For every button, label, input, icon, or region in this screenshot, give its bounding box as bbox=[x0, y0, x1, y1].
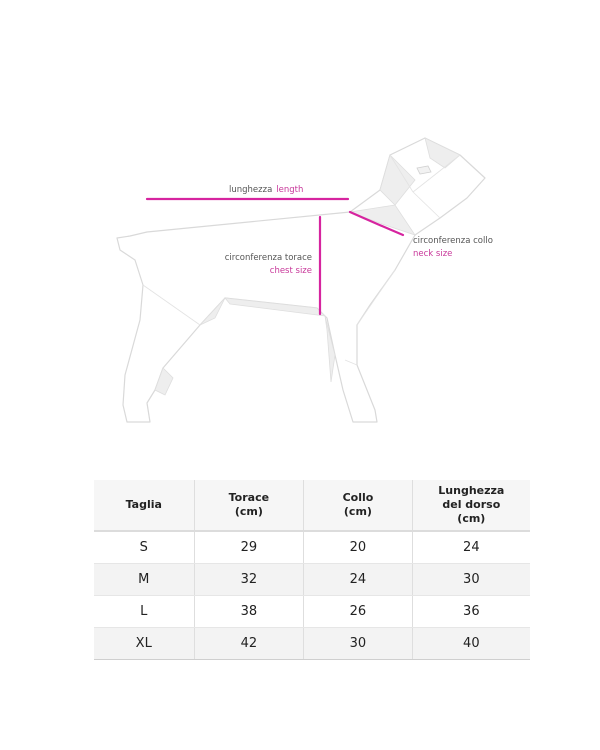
header-chest: Torace (cm) bbox=[194, 480, 304, 531]
table-row bbox=[94, 564, 530, 596]
cell-back-length: 30 bbox=[412, 564, 530, 596]
dog-illustration bbox=[95, 120, 525, 440]
header-size: Taglia bbox=[94, 480, 194, 531]
cell-size: M bbox=[94, 564, 194, 596]
cell-neck: 26 bbox=[304, 596, 412, 628]
neck-label-en: neck size bbox=[413, 249, 453, 259]
cell-back-length: 36 bbox=[412, 596, 530, 628]
cell-neck: 20 bbox=[304, 531, 412, 564]
header-neck: Collo (cm) bbox=[304, 480, 412, 531]
chest-label-en: chest size bbox=[269, 266, 312, 276]
cell-chest: 29 bbox=[194, 531, 304, 564]
cell-chest: 42 bbox=[194, 628, 304, 660]
length-label: lunghezza length bbox=[229, 185, 304, 195]
table-row bbox=[94, 531, 530, 564]
table-row bbox=[94, 628, 530, 660]
cell-neck: 24 bbox=[304, 564, 412, 596]
dog-measurement-diagram bbox=[95, 120, 525, 440]
cell-size: L bbox=[94, 596, 194, 628]
table-header-row bbox=[94, 480, 530, 531]
cell-back-length: 40 bbox=[412, 628, 530, 660]
neck-label-it: circonferenza collo bbox=[413, 236, 493, 246]
cell-size: XL bbox=[94, 628, 194, 660]
cell-chest: 38 bbox=[194, 596, 304, 628]
cell-neck: 30 bbox=[304, 628, 412, 660]
cell-back-length: 24 bbox=[412, 531, 530, 564]
table-row bbox=[94, 596, 530, 628]
cell-chest: 32 bbox=[194, 564, 304, 596]
chest-label-it: circonferenza torace bbox=[224, 253, 312, 263]
header-back-length: Lunghezza del dorso (cm) bbox=[412, 480, 530, 531]
cell-size: S bbox=[94, 531, 194, 564]
size-chart-table bbox=[94, 480, 530, 660]
